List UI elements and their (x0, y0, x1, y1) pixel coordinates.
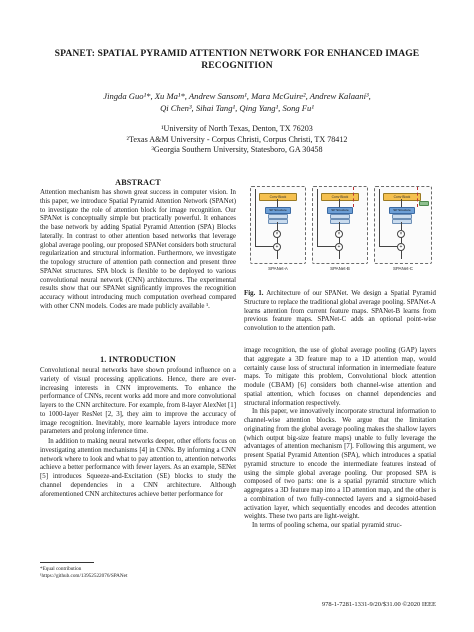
abstract-heading: ABSTRACT (115, 178, 161, 187)
attention-path (417, 187, 418, 207)
multiply-icon: × (397, 230, 405, 238)
multiply-icon: × (335, 230, 343, 238)
attention-path (353, 187, 354, 207)
skip-connection (255, 189, 256, 246)
sp-structure-block: SP Structure (389, 207, 415, 214)
abstract-paragraph: Attention mechanism has shown great success in computer vision. In this paper, we introduce Spatial Pyramid Attention Network (SPANet) to investigate the role of attention block for image recognition. Our SPANet is conceptually simple but practically powerful. It enhances the base network by adding Spatial Pyramid Attention (SPA) Blocks laterally. In contrast to other attention based networks that leverage global average pooling, our proposed SPANet considers both structural regularization and structural information. Furthermore, we investigate the topology structure of attention path connection and present three SPANet structures. SPA block is flexible to be deployed to various convolutional neural network (CNN) architectures. The experimental results show that our SPANet significantly improves the recognition accuracy without introducing much computation overhead compared with other CNN models. Codes are made publicly available ¹. (40, 189, 236, 310)
intro-paragraph-2: In addition to making neural networks deeper, other efforts focus on investigating attention mechanisms [4] in CNNs. By informing a CNN network where to look and what to pay attention to, attention networks achieve a better performance with fewer layers. As an example, SENet [5] introduces Squeeze-and-Excitation (SE) blocks to study the channel dependencies in a CNN architecture. Although aforementioned CNN architectures achieve better performance for (40, 438, 236, 498)
sp-structure-block: SP Structure (265, 207, 291, 214)
abstract-text (40, 189, 236, 312)
figure-panel-c (374, 186, 432, 264)
footer-isbn: 978-1-7281-1331-9/20/$31.00 ©2020 IEEE (321, 601, 436, 608)
conv-block: Conv Block (383, 193, 421, 201)
panel-label-a: SPANet-A (268, 266, 288, 271)
footnote-equal-contribution: *Equal contribution (40, 566, 82, 572)
panel-label-b: SPANet-B (330, 266, 350, 271)
paper-title: SPANET: SPATIAL PYRAMID ATTENTION NETWORK FOR ENHANCED IMAGE RECOGNITION (54, 48, 420, 71)
author-list (40, 91, 434, 114)
figure-caption-label: Fig. 1. (244, 290, 264, 297)
fc-layer (330, 219, 350, 224)
authors-line-1: Jingda Guo¹*, Xu Ma¹*, Andrew Sansom¹, Mara McGuire², Andrew Kalaani³, (103, 91, 371, 101)
figure-panel-b (312, 186, 368, 264)
connector-line (277, 199, 278, 207)
connector-line (401, 250, 402, 259)
authors-line-2: Qi Chen³, Sihai Tang¹, Qing Yang¹, Song Fu¹ (160, 102, 314, 113)
footnote-code-link: ¹https://github.com/13952522076/SPANet (40, 572, 128, 579)
figure-1 (244, 178, 436, 282)
conv-block: Conv Block (321, 193, 359, 201)
connector-line (277, 250, 278, 259)
affiliation-3: ³Georgia Southern University, Statesboro, GA 30458 (151, 145, 323, 154)
skip-connection (379, 246, 397, 247)
figure-panel-a (250, 186, 306, 264)
body-paragraph-3: In terms of pooling schema, our spatial pyramid struc- (252, 522, 402, 529)
panel-label-c: SPANet-C (393, 266, 413, 271)
skip-connection (317, 246, 335, 247)
affiliations (40, 124, 434, 156)
introduction-text (40, 367, 236, 499)
footnote-rule (40, 562, 94, 563)
right-column-text (244, 347, 436, 531)
connector-line (277, 222, 278, 230)
figure-caption (244, 290, 436, 334)
fc-layer (392, 219, 412, 224)
skip-connection (317, 189, 318, 246)
add-icon: + (397, 243, 405, 251)
skip-connection (379, 189, 380, 246)
body-paragraph-2: In this paper, we innovatively incorporate structural information to channel-wise attention blocks. We argue that the limitation originating from the global average pooling makes the shallow layers (which output big-size feature maps) unable to fully leverage the advantages of attention mechanism [7]. Following this argument, we present Spatial Pyramid Attention (SPA), which introduces a spatial pyramid structure to encode the intermediate features instead of using the simple global average pooling. Our proposed SPA is composed of two parts: one is a spatial pyramid structure which aggregates a 3D feature map into a 1D attention map, and the other is a combination of two fully-connected layers and a sigmoid-based activation layer, which sequentially encodes and decodes attention weights. These two parts are light-weight. (244, 408, 436, 521)
fc-layer (268, 219, 288, 224)
intro-paragraph-1: Convolutional neural networks have shown profound influence on a variety of visual processing applications. Hence, there are ever-increasing interests in CNN improvements. To enhance the performance of CNNs, recent works add more and more convolutional layers to the CNN architecture. For example, from 8-layer AlexNet [1] to 1000-layer ResNet [2, 3], they aim to improve the accuracy of image recognition. Inevitably, more learnable layers introduce more parameters and prolong inference time. (40, 367, 236, 436)
sp-structure-block: SP Structure (327, 207, 353, 214)
connector-line (401, 199, 402, 207)
affiliation-2: ²Texas A&M University - Corpus Christi, Corpus Christi, TX 78412 (126, 134, 348, 144)
connector-line (339, 199, 340, 207)
add-icon: + (335, 243, 343, 251)
multiply-icon: × (273, 230, 281, 238)
skip-connection (255, 246, 273, 247)
add-icon: + (273, 243, 281, 251)
footnotes (40, 566, 236, 580)
figure-caption-text: Architecture of our SPANet. We design a Spatial Pyramid Structure to replace the traditional global average pooling. SPANet-A learns attention from current feature maps. SPANet-B learns from previous feature maps. SPANet-C adds an optional point-wise convolution to the attention path. (244, 290, 437, 332)
conv-block: Conv Block (259, 193, 297, 201)
affiliation-1: ¹University of North Texas, Denton, TX 76203 (161, 124, 313, 133)
connector-line (339, 222, 340, 230)
connector-line (401, 222, 402, 230)
body-paragraph-1: image recognition, the use of global average pooling (GAP) layers that aggregate a 3D feature map to a 1D attention map, would certainly cause loss of structural information in intermediate feature maps. To mitigate this problem, Convolutional block attention module (CBAM) [6] considers both channel-wise attention and spatial attention, which focuses on channel dependencies and structural information respectively. (244, 347, 436, 407)
connector-line (339, 250, 340, 259)
pointwise-conv (419, 201, 429, 206)
introduction-heading: 1. INTRODUCTION (100, 355, 176, 364)
